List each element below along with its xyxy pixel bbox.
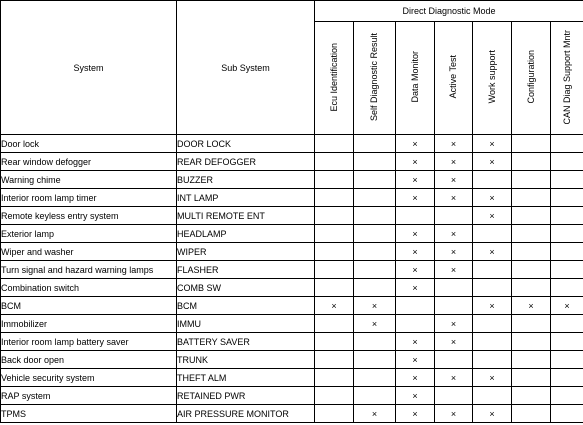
empty-cell <box>512 135 551 153</box>
supported-mark: × <box>435 405 473 423</box>
empty-cell <box>315 225 354 243</box>
subsystem-cell: BUZZER <box>177 171 315 189</box>
empty-cell <box>315 243 354 261</box>
empty-cell <box>512 333 551 351</box>
empty-cell <box>473 315 512 333</box>
empty-cell <box>473 225 512 243</box>
supported-mark: × <box>396 225 435 243</box>
mode-header-work-support: Work support <box>473 22 512 135</box>
empty-cell <box>435 297 473 315</box>
empty-cell <box>551 243 583 261</box>
table-body <box>1 135 583 423</box>
empty-cell <box>315 171 354 189</box>
table-row <box>1 189 583 207</box>
empty-cell <box>551 171 583 189</box>
supported-mark: × <box>354 315 396 333</box>
empty-cell <box>315 333 354 351</box>
subsystem-cell: BCM <box>177 297 315 315</box>
empty-cell <box>473 333 512 351</box>
mode-header-active-test: Active Test <box>435 22 473 135</box>
empty-cell <box>512 171 551 189</box>
subsystem-cell: COMB SW <box>177 279 315 297</box>
supported-mark: × <box>435 189 473 207</box>
supported-mark: × <box>396 261 435 279</box>
supported-mark: × <box>473 243 512 261</box>
table-row <box>1 135 583 153</box>
empty-cell <box>354 333 396 351</box>
supported-mark: × <box>435 243 473 261</box>
empty-cell <box>396 297 435 315</box>
empty-cell <box>354 153 396 171</box>
empty-cell <box>315 153 354 171</box>
system-cell: Remote keyless entry system <box>1 207 177 225</box>
empty-cell <box>512 315 551 333</box>
table-row <box>1 225 583 243</box>
empty-cell <box>435 207 473 225</box>
mode-header-data-monitor: Data Monitor <box>396 22 435 135</box>
table-row <box>1 405 583 423</box>
mode-header-self-diagnostic-result: Self Diagnostic Result <box>354 22 396 135</box>
empty-cell <box>315 369 354 387</box>
supported-mark: × <box>435 315 473 333</box>
subsystem-cell: IMMU <box>177 315 315 333</box>
subsystem-cell: WIPER <box>177 243 315 261</box>
supported-mark: × <box>396 243 435 261</box>
empty-cell <box>315 135 354 153</box>
empty-cell <box>354 279 396 297</box>
system-cell: BCM <box>1 297 177 315</box>
system-cell: Combination switch <box>1 279 177 297</box>
supported-mark: × <box>435 135 473 153</box>
empty-cell <box>551 261 583 279</box>
supported-mark: × <box>396 351 435 369</box>
supported-mark: × <box>435 171 473 189</box>
system-cell: Immobilizer <box>1 315 177 333</box>
empty-cell <box>435 279 473 297</box>
empty-cell <box>354 225 396 243</box>
supported-mark: × <box>473 405 512 423</box>
empty-cell <box>551 315 583 333</box>
empty-cell <box>354 387 396 405</box>
system-cell: Back door open <box>1 351 177 369</box>
empty-cell <box>354 369 396 387</box>
mode-header-ecu-identification: Ecu Identification <box>315 22 354 135</box>
table-row <box>1 153 583 171</box>
empty-cell <box>315 351 354 369</box>
empty-cell <box>512 153 551 171</box>
empty-cell <box>473 171 512 189</box>
system-cell: Door lock <box>1 135 177 153</box>
supported-mark: × <box>473 369 512 387</box>
empty-cell <box>435 387 473 405</box>
empty-cell <box>551 369 583 387</box>
empty-cell <box>512 279 551 297</box>
empty-cell <box>551 333 583 351</box>
supported-mark: × <box>396 189 435 207</box>
table-header <box>1 1 583 135</box>
subsystem-cell: THEFT ALM <box>177 369 315 387</box>
supported-mark: × <box>396 333 435 351</box>
system-cell: Turn signal and hazard warning lamps <box>1 261 177 279</box>
supported-mark: × <box>396 369 435 387</box>
subsystem-cell: MULTI REMOTE ENT <box>177 207 315 225</box>
empty-cell <box>354 135 396 153</box>
empty-cell <box>354 171 396 189</box>
empty-cell <box>354 243 396 261</box>
supported-mark: × <box>396 171 435 189</box>
supported-mark: × <box>354 297 396 315</box>
empty-cell <box>354 189 396 207</box>
empty-cell <box>315 189 354 207</box>
empty-cell <box>473 387 512 405</box>
empty-cell <box>512 189 551 207</box>
system-cell: Wiper and washer <box>1 243 177 261</box>
system-cell: Interior room lamp battery saver <box>1 333 177 351</box>
empty-cell <box>512 351 551 369</box>
table-row <box>1 297 583 315</box>
supported-mark: × <box>435 153 473 171</box>
supported-mark: × <box>473 207 512 225</box>
subsystem-cell: AIR PRESSURE MONITOR <box>177 405 315 423</box>
system-cell: RAP system <box>1 387 177 405</box>
table-row <box>1 207 583 225</box>
mode-header-can-diag-support-mntr: CAN Diag Support Mntr <box>551 22 583 135</box>
empty-cell <box>551 135 583 153</box>
empty-cell <box>551 207 583 225</box>
supported-mark: × <box>473 189 512 207</box>
empty-cell <box>473 261 512 279</box>
table-row <box>1 171 583 189</box>
empty-cell <box>551 153 583 171</box>
empty-cell <box>315 261 354 279</box>
empty-cell <box>354 351 396 369</box>
empty-cell <box>473 351 512 369</box>
system-column-header: System <box>1 1 177 135</box>
subsystem-column-header: Sub System <box>177 1 315 135</box>
supported-mark: × <box>473 153 512 171</box>
empty-cell <box>315 387 354 405</box>
supported-mark: × <box>354 405 396 423</box>
table-row <box>1 243 583 261</box>
system-cell: Interior room lamp timer <box>1 189 177 207</box>
subsystem-cell: REAR DEFOGGER <box>177 153 315 171</box>
empty-cell <box>512 369 551 387</box>
supported-mark: × <box>396 387 435 405</box>
empty-cell <box>512 387 551 405</box>
empty-cell <box>396 207 435 225</box>
system-cell: Vehicle security system <box>1 369 177 387</box>
table-row <box>1 333 583 351</box>
subsystem-cell: HEADLAMP <box>177 225 315 243</box>
empty-cell <box>512 243 551 261</box>
empty-cell <box>551 351 583 369</box>
supported-mark: × <box>396 135 435 153</box>
subsystem-cell: BATTERY SAVER <box>177 333 315 351</box>
empty-cell <box>315 315 354 333</box>
empty-cell <box>354 207 396 225</box>
empty-cell <box>512 261 551 279</box>
supported-mark: × <box>315 297 354 315</box>
empty-cell <box>354 261 396 279</box>
supported-mark: × <box>396 153 435 171</box>
empty-cell <box>512 207 551 225</box>
subsystem-cell: FLASHER <box>177 261 315 279</box>
empty-cell <box>512 405 551 423</box>
supported-mark: × <box>512 297 551 315</box>
empty-cell <box>473 279 512 297</box>
empty-cell <box>551 387 583 405</box>
supported-mark: × <box>435 369 473 387</box>
table-row <box>1 351 583 369</box>
empty-cell <box>435 351 473 369</box>
system-cell: TPMS <box>1 405 177 423</box>
subsystem-cell: RETAINED PWR <box>177 387 315 405</box>
table-row <box>1 315 583 333</box>
system-cell: Rear window defogger <box>1 153 177 171</box>
table-row <box>1 387 583 405</box>
table-row <box>1 369 583 387</box>
subsystem-cell: DOOR LOCK <box>177 135 315 153</box>
table-row <box>1 279 583 297</box>
supported-mark: × <box>473 297 512 315</box>
empty-cell <box>315 279 354 297</box>
supported-mark: × <box>551 297 583 315</box>
mode-header-configuration: Configuration <box>512 22 551 135</box>
supported-mark: × <box>435 225 473 243</box>
empty-cell <box>551 405 583 423</box>
empty-cell <box>551 225 583 243</box>
empty-cell <box>512 225 551 243</box>
supported-mark: × <box>435 261 473 279</box>
subsystem-cell: INT LAMP <box>177 189 315 207</box>
empty-cell <box>315 207 354 225</box>
system-cell: Exterior lamp <box>1 225 177 243</box>
empty-cell <box>551 279 583 297</box>
table-row <box>1 261 583 279</box>
system-cell: Warning chime <box>1 171 177 189</box>
supported-mark: × <box>396 405 435 423</box>
empty-cell <box>315 405 354 423</box>
supported-mark: × <box>473 135 512 153</box>
direct-diagnostic-mode-header: Direct Diagnostic Mode <box>315 1 583 22</box>
subsystem-cell: TRUNK <box>177 351 315 369</box>
empty-cell <box>396 315 435 333</box>
supported-mark: × <box>435 333 473 351</box>
empty-cell <box>551 189 583 207</box>
supported-mark: × <box>396 279 435 297</box>
